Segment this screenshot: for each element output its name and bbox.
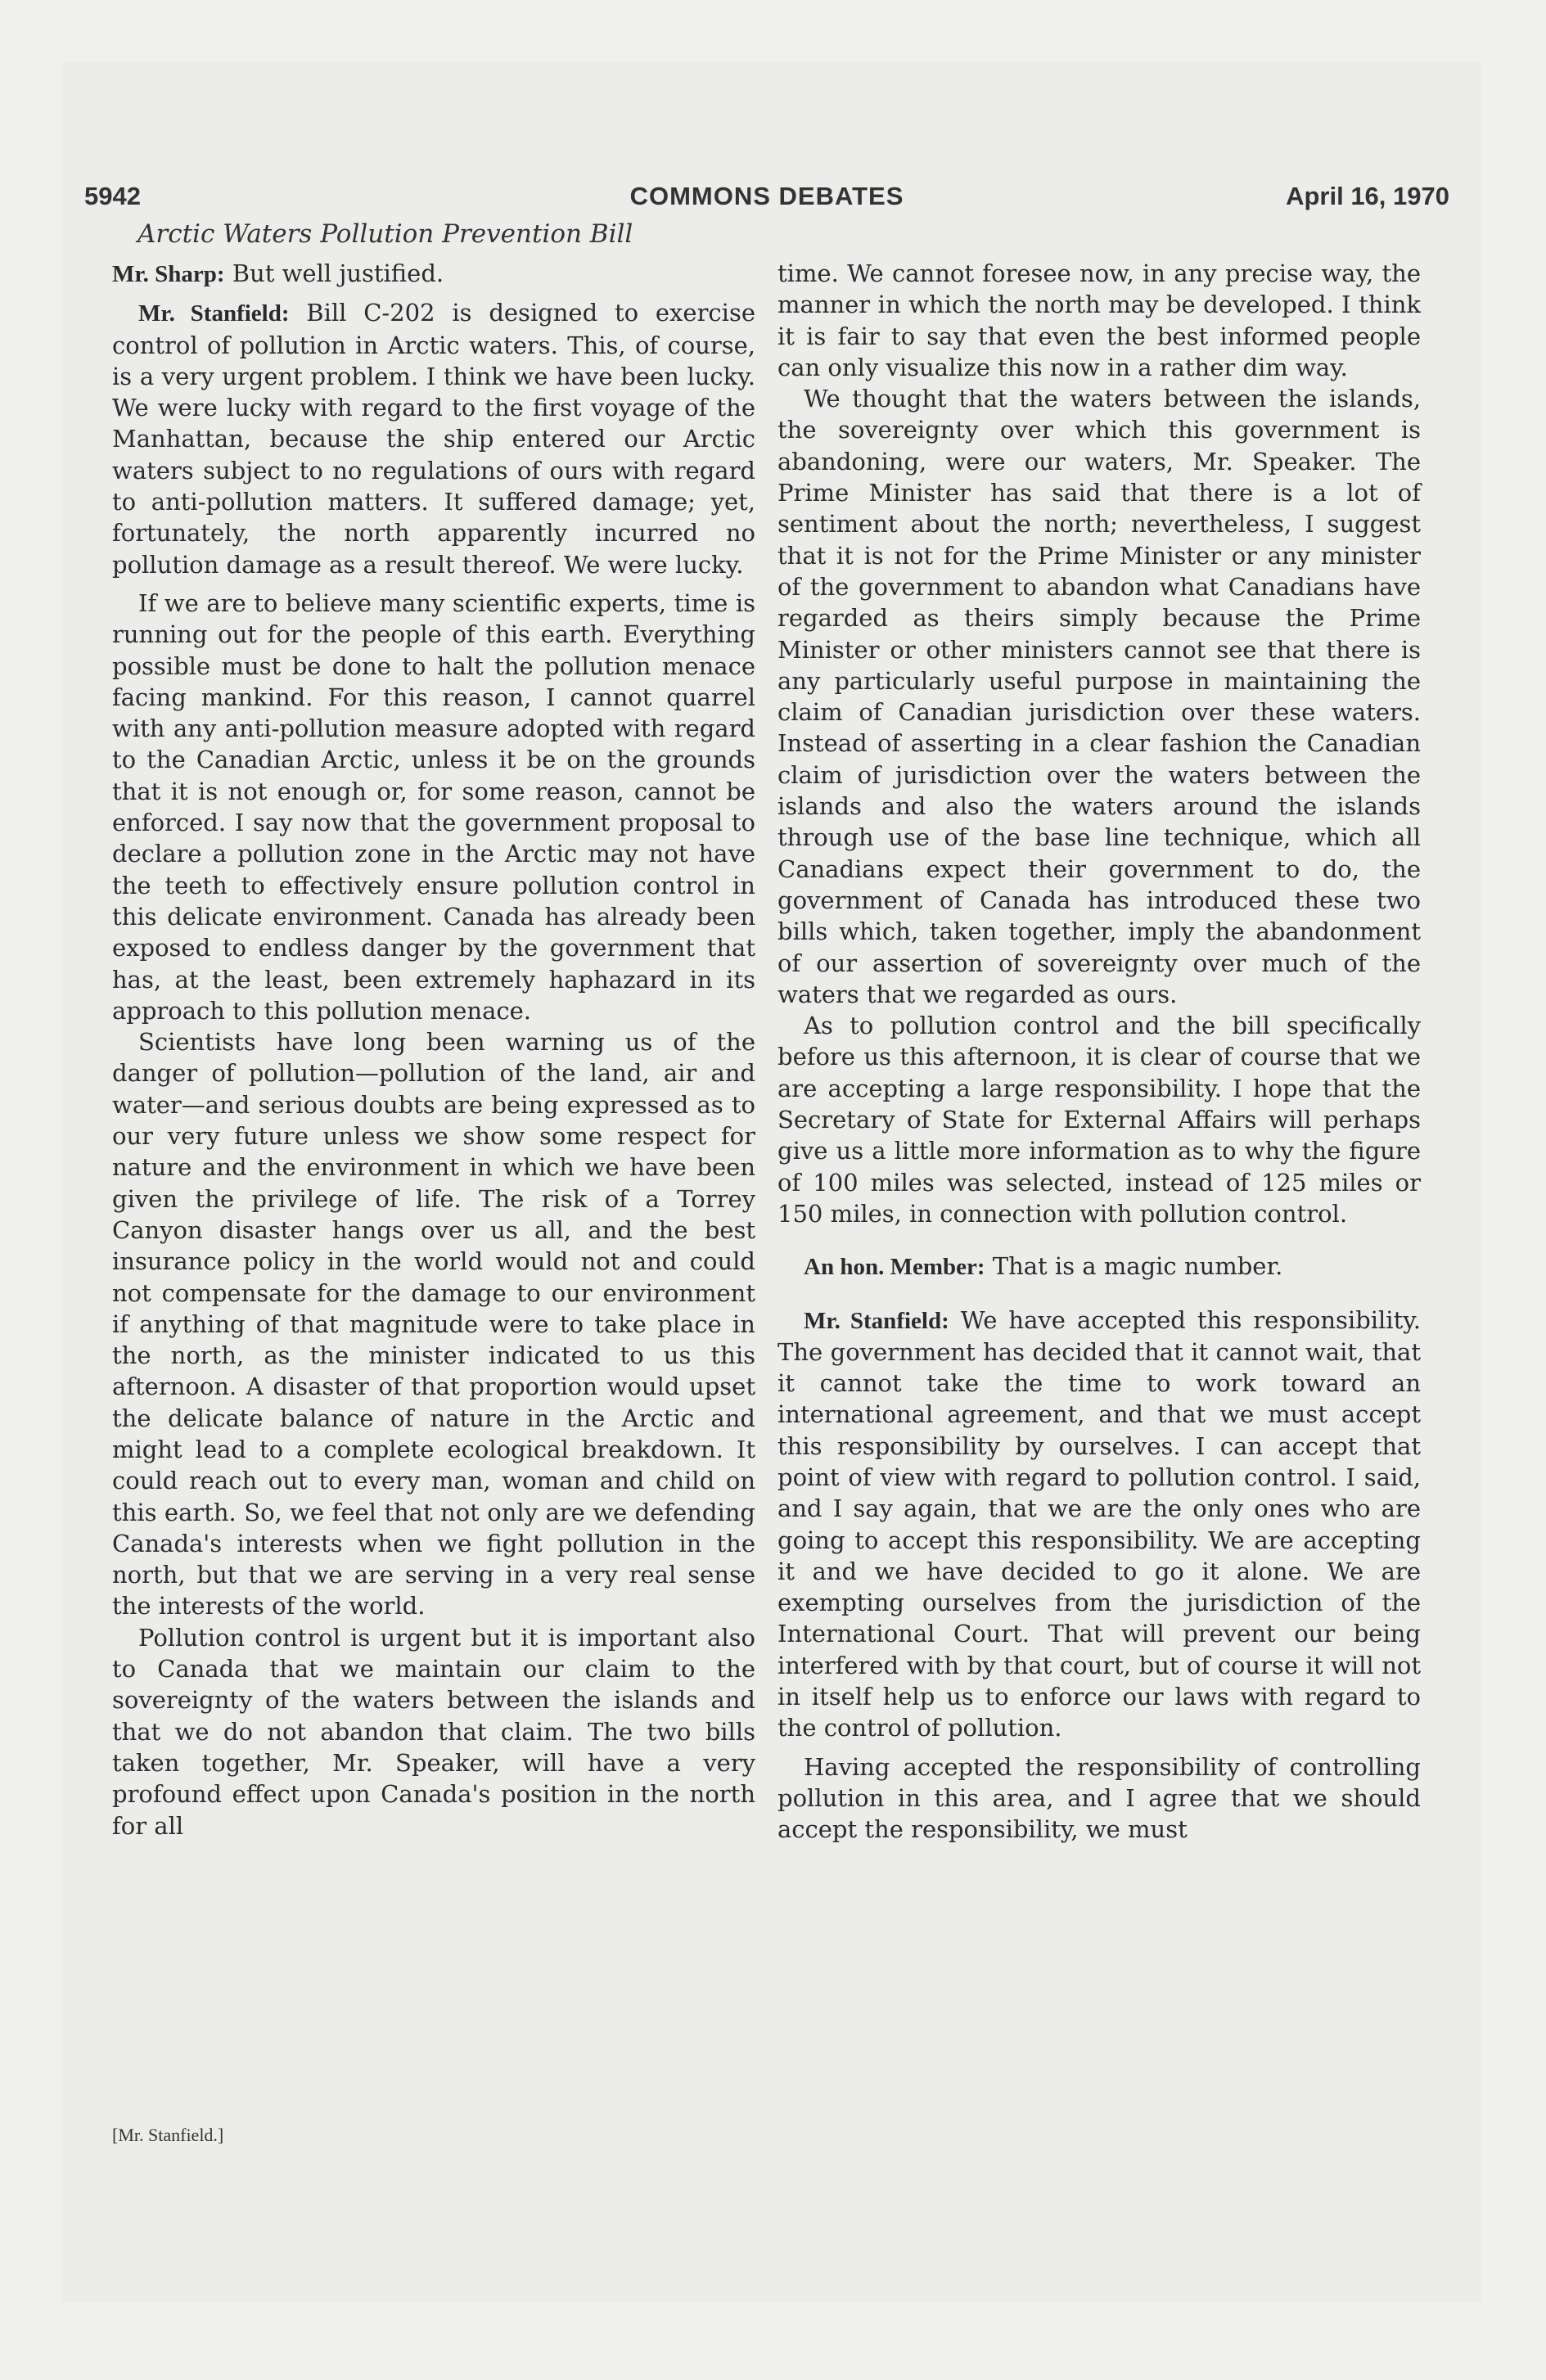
page-number: 5942 [84,182,141,210]
paragraph [112,588,755,1026]
paragraph-text: Bill C-202 is designed to exercise control of pollution in Arctic waters. This, of course, is a very urgent problem. I think we have been lucky. We were lucky with regard to the first voyage of the Manhattan, because the ship entered our Arctic waters subject to no regulations of ours with regard to anti-pollution matters. It suffered damage; yet, fortunately, the north apparently incurred no pollution damage as a result thereof. We were lucky. [112,299,755,579]
paragraph [778,1305,1421,1744]
paragraph-text: If we are to believe many scientific experts, time is running out for the people of this earth. Everything possible must be done to halt the pollution menace facing mankind. For this reason, I cannot quarrel with any anti-pollution measure adopted with regard to the Canadian Arctic, unless it be on the grounds that it is not enough or, for some reason, cannot be enforced. I say now that the government proposal to declare a pollution zone in the Arctic may not have the teeth to effectively ensure pollution control in this delicate environment. Canada has already been exposed to endless danger by the government that has, at the least, been extremely haphazard in its approach to this pollution menace. [112,588,755,1025]
paragraph-text: But well justified. [224,259,444,287]
publication-title: COMMONS DEBATES [629,182,904,210]
paragraph-text: Pollution control is urgent but it is important also to Canada that we maintain our claim to the sovereignty of the waters between the islands and that we do not abandon that claim. The two bills taken together, Mr. Speaker, will have a very profound effect upon Canada's position in the north for all [112,1623,755,1840]
paragraph [112,297,755,580]
paragraph [112,1026,755,1622]
right-column [778,258,1421,1846]
left-column [112,258,755,1841]
paragraph-text: As to pollution control and the bill specifically before us this afternoon, it is clear of course that we are accepting a large responsibility. I hope that the Secretary of State for External Affairs will perhaps give us a little more information as to why the figure of 100 miles was selected, instead of 125 miles or 150 miles, in connection with pollution control. [778,1012,1421,1228]
speaker-name: Mr. Stanfield: [804,1307,949,1334]
paragraph [778,383,1421,1010]
speaker-footer: [Mr. Stanfield.] [112,2125,224,2145]
paragraph-text: We thought that the waters between the islands, the sovereignty over which this government is abandoning, were our waters, Mr. Speaker. The Prime Minister has said that there is a lot of sentiment about the north; nevertheless, I suggest that it is not for the Prime Minister or any minister of the government to abandon what Canadians have regarded as theirs simply because the Prime Minister or other ministers cannot see that there is any particularly useful purpose in maintaining the claim of Canadian jurisdiction over these waters. Instead of asserting in a clear fashion the Canadian claim of jurisdiction over the waters between the islands and also the waters around the islands through use of the base line technique, which all Canadians expect their government to do, the government of Canada has introduced these two bills which, taken together, imply the abandonment of our assertion of sovereignty over much of the waters that we regarded as ours. [778,385,1421,1008]
paragraph-text: We have accepted this responsibility. The government has decided that it cannot wait, that it cannot take the time to work toward an international agreement, and that we must accept this responsibility by ourselves. I can accept that point of view with regard to pollution control. I said, and I say again, that we are the only ones who are going to accept this responsibility. We are accepting it and we have decided to go it alone. We are exempting ourselves from the jurisdiction of the International Court. That will prevent our being interfered with by that court, but of course it will not in itself help us to enforce our laws with regard to the control of pollution. [778,1305,1421,1742]
paragraph-text: Scientists have long been warning us of the danger of pollution—pollution of the land, air and water—and serious doubts are being expressed as to our very future unless we show some respect for nature and the environment in which we have been given the privilege of life. The risk of a Torrey Canyon disaster hangs over us all, and the best insurance policy in the world would not and could not compensate for the damage to our environment if anything of that magnitude were to take place in the north, as the minister indicated to us this afternoon. A disaster of that proportion would upset the delicate balance of nature in the Arctic and might lead to a complete ecological breakdown. It could reach out to every man, woman and child on this earth. So, we feel that not only are we defending Canada's interests when we fight pollution in the north, but that we are serving in a very real sense the interests of the world. [112,1028,755,1620]
paragraph [778,1751,1421,1846]
paragraph [112,1622,755,1841]
paragraph [778,1010,1421,1229]
paragraph [112,258,755,290]
bill-title: Arctic Waters Pollution Prevention Bill [137,219,633,249]
issue-date: April 16, 1970 [1286,182,1449,210]
speaker-name: Mr. Sharp: [112,261,225,287]
paragraph-text: time. We cannot foresee now, in any precise way, the manner in which the north may be developed. I think it is fair to say that even the best informed people can only visualize this now in a rather dim way. [778,259,1421,381]
speaker-name: An hon. Member: [804,1254,985,1281]
paragraph-text: That is a magic number. [985,1252,1283,1281]
paragraph [778,1251,1421,1282]
paragraph-text: Having accepted the responsibility of controlling pollution in this area, and I agree that we should accept the responsibility, we must [778,1752,1421,1844]
speaker-name: Mr. Stanfield: [138,300,290,327]
paragraph [778,258,1421,383]
page-header [84,182,1449,218]
